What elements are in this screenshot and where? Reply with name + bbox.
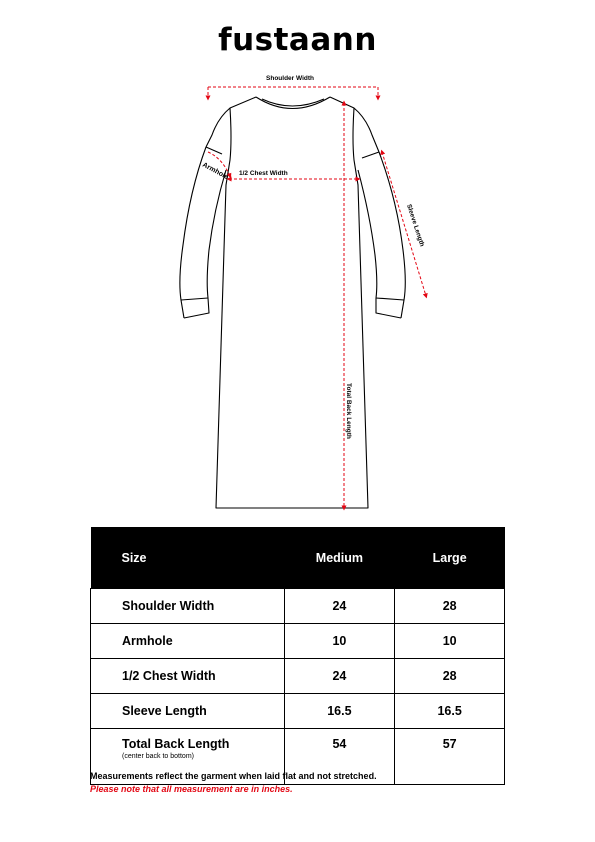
shoulder-width-label: Shoulder Width (266, 75, 314, 82)
medium-value: 24 (284, 589, 395, 624)
medium-value: 16.5 (284, 694, 395, 729)
size-chart-table (90, 527, 505, 785)
large-value: 28 (395, 589, 505, 624)
table-header-row (91, 527, 505, 589)
measurement-note: Measurements reflect the garment when laid flat and not stretched. (90, 771, 377, 781)
medium-header: Medium (284, 527, 395, 589)
dress-outline (180, 97, 405, 508)
large-header: Large (395, 527, 505, 589)
table-row (91, 624, 505, 659)
size-header: Size (91, 527, 285, 589)
medium-value: 54 (284, 729, 395, 785)
brand-logo: fustaann (218, 22, 377, 58)
row-label-text: Total Back Length (122, 737, 230, 751)
medium-value: 10 (284, 624, 395, 659)
table-row (91, 589, 505, 624)
table-row (91, 694, 505, 729)
row-label: Sleeve Length (91, 694, 285, 729)
chest-width-label: 1/2 Chest Width (239, 170, 288, 177)
total-back-length-label: Total Back Length (345, 383, 352, 439)
large-value: 16.5 (395, 694, 505, 729)
measure-lines (208, 87, 426, 508)
row-label: 1/2 Chest Width (91, 659, 285, 694)
large-value: 28 (395, 659, 505, 694)
medium-value: 24 (284, 659, 395, 694)
row-label: Shoulder Width (91, 589, 285, 624)
large-value: 10 (395, 624, 505, 659)
table-row (91, 659, 505, 694)
inches-note: Please note that all measurement are in inches. (90, 784, 293, 794)
large-value: 57 (395, 729, 505, 785)
row-sublabel: (center back to bottom) (122, 753, 194, 760)
armhole-label: Armhole (201, 161, 230, 182)
sleeve-length-label: Sleeve Length (405, 203, 426, 248)
row-label: Armhole (91, 624, 285, 659)
